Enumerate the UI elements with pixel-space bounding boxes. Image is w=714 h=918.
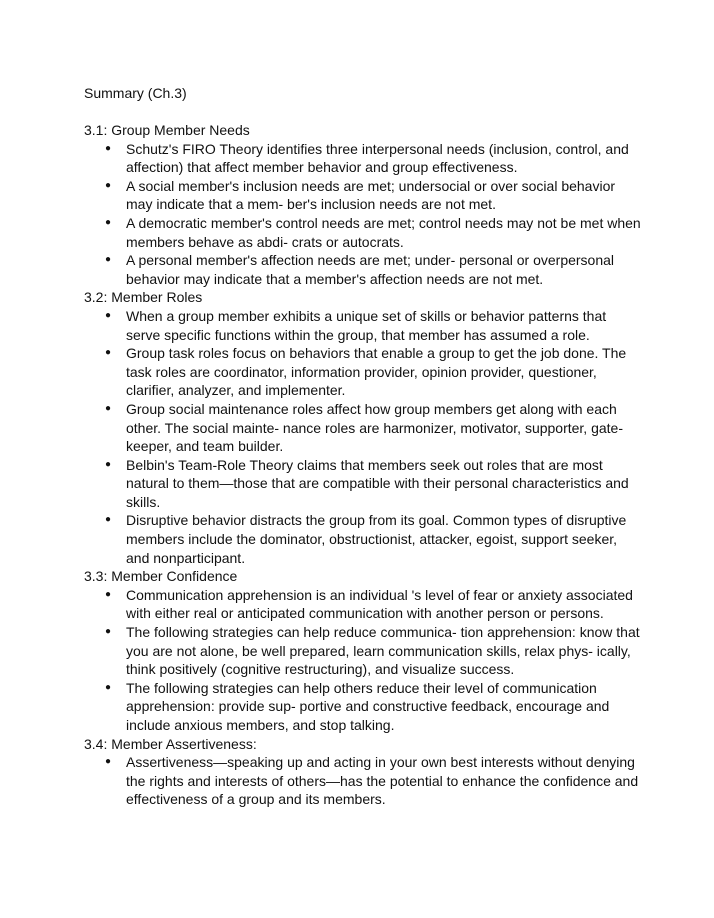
section-member-confidence [84,567,644,734]
document-content [84,121,644,809]
bullet-item: ● When a group member exhibits a unique set of skills or behavior patterns that serve specific functions within the group, that member has assumed a role. [126,307,644,344]
bullet-item: ● A social member's inclusion needs are met; undersocial or over social behavior may indicate that a mem- ber's inclusion needs are not met. [126,177,644,214]
section-member-roles [84,288,644,567]
bullet-item: ● Group social maintenance roles affect how group members get along with each other. The social mainte- nance roles are harmonizer, motivator, supporter, gate- keeper, and team builder. [126,400,644,456]
bullet-list [84,140,644,289]
bullet-item: ● Belbin's Team-Role Theory claims that members seek out roles that are most natural to them—those that are compatible with their personal characteristics and skills. [126,456,644,512]
section-heading: 3.3: Member Confidence [84,568,238,585]
bullet-item: ● The following strategies can help reduce communica- tion apprehension: know that you are not alone, be well prepared, learn communication skills, relax phys- ically, think positively (cognitive restructuring), and visualize success. [126,623,644,679]
section-heading: 3.4: Member Assertiveness: [84,735,257,752]
section-group-member-needs [84,121,644,288]
bullet-list [84,753,644,809]
section-heading: 3.1: Group Member Needs [84,122,250,138]
bullet-item: ● A personal member's affection needs are met; under- personal or overpersonal behavior may indicate that a member's affection needs are not met. [126,251,644,288]
bullet-item: ● The following strategies can help others reduce their level of communication apprehension: provide sup- portive and constructive feedback, encourage and include anxious members, and stop talking. [126,679,644,735]
bullet-list [84,586,644,735]
section-member-assertiveness [84,735,644,809]
bullet-item: ● Disruptive behavior distracts the group from its goal. Common types of disruptive members include the dominator, obstructionist, attacker, egoist, support seeker, and nonparticipant. [126,511,644,567]
bullet-item: ● Assertiveness—speaking up and acting in your own best interests without denying the rights and interests of others—has the potential to enhance the confidence and effectiveness of a group and its members. [126,753,644,809]
bullet-item: ● A democratic member's control needs are met; control needs may not be met when members behave as abdi- crats or autocrats. [126,214,644,251]
bullet-item: ● Schutz's FIRO Theory identifies three interpersonal needs (inclusion, control, and affection) that affect member behavior and group effectiveness. [126,140,644,177]
bullet-list [84,307,644,567]
section-heading: 3.2: Member Roles [84,289,203,306]
bullet-item: ● Communication apprehension is an individual 's level of fear or anxiety associated with either real or anticipated communication with another person or persons. [126,586,644,623]
document-title: Summary (Ch.3) [84,85,187,101]
bullet-item: ● Group task roles focus on behaviors that enable a group to get the job done. The task roles are coordinator, information provider, opinion provider, questioner, clarifier, analyzer, and implementer. [126,344,644,400]
